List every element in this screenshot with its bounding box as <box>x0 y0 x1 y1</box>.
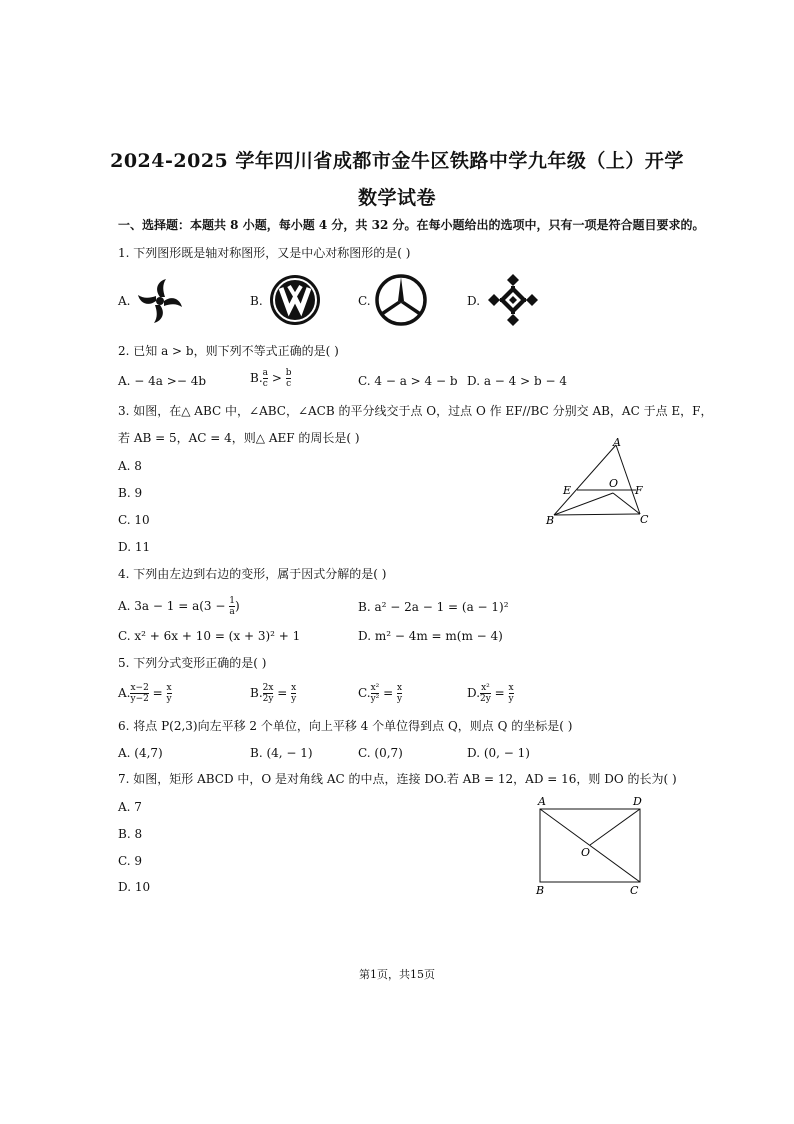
mercedes-logo-figure <box>374 273 428 327</box>
section-heading: 一、选择题：本题共 8 小题，每小题 4 分，共 32 分。在每小题给出的选项中，只有一项是符合题目要求的。 <box>118 218 705 232</box>
q7-label-o: O <box>581 846 591 859</box>
q1-option-d-label: D. <box>467 294 481 308</box>
q3-stem-2: 若 AB = 5，AC = 4，则△ AEF 的周长是( ) <box>118 431 360 445</box>
q5-option-d: D. $\frac{\text{x²}}{2y}$ = $\frac{x}{y}$ <box>467 683 514 704</box>
q3-label-c: C <box>640 513 649 526</box>
q2-option-a: A. − 4a >− 4b <box>118 374 207 388</box>
q2-option-d: D. a − 4 > b − 4 <box>467 374 567 388</box>
q3-label-e: E <box>563 484 572 497</box>
vw-logo-figure <box>269 274 321 326</box>
q2-option-c: C. 4 − a > 4 − b <box>358 374 458 388</box>
q7-stem: 7. 如图，矩形 ABCD 中，O 是对角线 AC 的中点，连接 DO.若 AB = 12，AD = 16，则 DO 的长为( ) <box>118 772 677 786</box>
q3-option-c: C. 10 <box>118 513 150 527</box>
q4-option-d: D. m² − 4m = m(m − 4) <box>358 629 503 643</box>
rectangle-figure <box>530 793 652 897</box>
q4-option-a: A. 3a − 1 = a(3 − $\frac{1}{a}$ ) <box>118 596 240 617</box>
q3-option-a: A. 8 <box>118 459 142 473</box>
q7-option-c: C. 9 <box>118 854 143 868</box>
q4-stem: 4. 下列由左边到右边的变形，属于因式分解的是( ) <box>118 567 387 581</box>
q2-stem: 2. 已知 a > b，则下列不等式正确的是( ) <box>118 344 339 358</box>
q5-option-b: B. $\frac{2x}{2y}$ = $\frac{x}{y}$ <box>250 683 297 704</box>
q2-option-b: B. $\frac{a}{c}$ > $\frac{b}{c}$ <box>250 368 292 389</box>
q7-label-b: B <box>536 884 545 897</box>
q7-label-a: A <box>538 795 546 808</box>
q1-option-a-label: A. <box>118 294 131 308</box>
q6-option-c: C. (0,7) <box>358 746 403 760</box>
q6-option-d: D. (0, − 1) <box>467 746 530 760</box>
q6-stem: 6. 将点 P(2,3)向左平移 2 个单位，向上平移 4 个单位得到点 Q，则点 Q 的坐标是( ) <box>118 719 573 733</box>
q6-option-b: B. (4, − 1) <box>250 746 313 760</box>
q3-label-f: F <box>635 484 643 497</box>
q1-stem: 1. 下列图形既是轴对称图形，又是中心对称图形的是( ) <box>118 246 411 260</box>
q5-stem: 5. 下列分式变形正确的是( ) <box>118 656 267 670</box>
pinwheel-figure <box>132 275 188 327</box>
q3-label-o: O <box>609 477 619 490</box>
q3-option-d: D. 11 <box>118 540 151 554</box>
q5-option-a: A. $\frac{x-2}{y-2}$ = $\frac{x}{y}$ <box>118 683 172 704</box>
q1-option-b-label: B. <box>250 294 263 308</box>
page-footer: 第1页，共15页 <box>359 968 435 981</box>
q3-option-b: B. 9 <box>118 486 143 500</box>
q7-option-b: B. 8 <box>118 827 143 841</box>
q4-option-c: C. x² + 6x + 10 = (x + 3)² + 1 <box>118 629 301 643</box>
q5-option-c: C. $\frac{\text{x²}}{\text{y²}}$ = $\frac{x}{y}$ <box>358 683 403 704</box>
q4-option-b: B. a² − 2a − 1 = (a − 1)² <box>358 600 509 614</box>
diamond-pattern-figure <box>484 272 542 328</box>
q7-label-c: C <box>630 884 639 897</box>
q7-option-d: D. 10 <box>118 880 151 894</box>
q3-label-a: A <box>613 436 621 449</box>
q3-label-b: B <box>546 514 555 527</box>
q6-option-a: A. (4,7) <box>118 746 163 760</box>
q7-option-a: A. 7 <box>118 800 142 814</box>
triangle-figure <box>540 435 660 527</box>
title-line-2: 数学试卷 <box>357 187 436 209</box>
q7-label-d: D <box>633 795 642 808</box>
title-line-1: 2024-2025 学年四川省成都市金牛区铁路中学九年级（上）开学 <box>110 150 684 172</box>
q1-option-c-label: C. <box>358 294 371 308</box>
q3-stem-1: 3. 如图，在△ ABC 中，∠ABC，∠ACB 的平分线交于点 O，过点 O 作 EF//BC 分别交 AB，AC 于点 E，F， <box>118 404 713 418</box>
